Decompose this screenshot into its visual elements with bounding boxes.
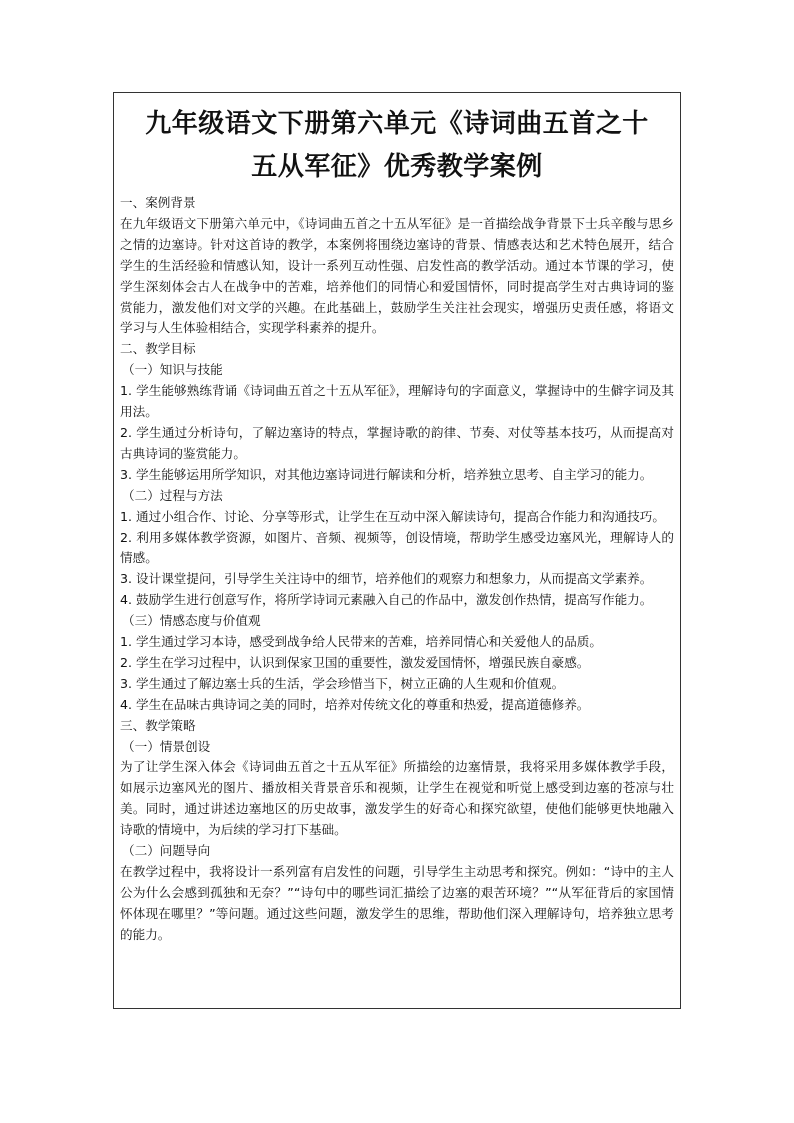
subheading-question: （二）问题导向 [122,843,211,859]
list-item: 1. 学生能够熟练背诵《诗词曲五首之十五从军征》，理解诗句的字面意义，掌握诗中的生僻字词及其用法。 [120,383,674,420]
subheading-scene: （一）情景创设 [122,738,211,754]
background-paragraph: 在九年级语文下册第六单元中，《诗词曲五首之十五从军征》是一首描绘战争背景下士兵辛酸与思乡之情的边塞诗。针对这首诗的教学，本案例将围绕边塞诗的背景、情感表达和艺术特色展开，结合学生的生活经验和情感认知，设计一系列互动性强、启发性高的教学活动。通过本节课的学习，使学生深刻体会古人在战争中的苦难，培养他们的同情心和爱国情怀，同时提高学生对古典诗词的鉴赏能力，激发他们对文学的兴趣。在此基础上，鼓励学生关注社会现实，增强历史责任感，将语文学习与人生体验相结合，实现学科素养的提升。 [120,215,674,336]
section-heading-goals: 二、教学目标 [120,341,196,357]
title-line-2: 五从军征》优秀教学案例 [251,152,543,182]
list-item: 4. 鼓励学生进行创意写作，将所学诗词元素融入自己的作品中，激发创作热情，提高写作能力。 [120,592,653,608]
question-paragraph: 在教学过程中，我将设计一系列富有启发性的问题，引导学生主动思考和探究。例如：“诗中的主人公为什么会感到孤独和无奈？”“诗句中的哪些词汇描绘了边塞的艰苦环境？”“从军征背后的家国情怀体现在哪里？”等问题。通过这些问题，激发学生的思维，帮助他们深入理解诗句，培养独立思考的能力。 [120,864,674,942]
list-item: 1. 学生通过学习本诗，感受到战争给人民带来的苦难，培养同情心和关爱他人的品质。 [120,634,602,650]
list-item: 2. 学生通过分析诗句，了解边塞诗的特点，掌握诗歌的韵律、节奏、对仗等基本技巧，从而提高对古典诗词的鉴赏能力。 [120,424,674,461]
document-body [114,193,680,946]
section-heading-strategy: 三、教学策略 [120,717,196,733]
section-heading-background: 一、案例背景 [120,195,196,210]
subheading-knowledge: （一）知识与技能 [122,362,223,378]
scene-paragraph: 为了让学生深入体会《诗词曲五首之十五从军征》所描绘的边塞情景，我将采用多媒体教学手段，如展示边塞风光的图片、播放相关背景音乐和视频，让学生在视觉和听觉上感受到边塞的苍凉与壮美。同时，通过讲述边塞地区的历史故事，激发学生的好奇心和探究欲望，使他们能够更快地融入诗歌的情境中，为后续的学习打下基础。 [120,759,674,838]
subheading-process: （二）过程与方法 [122,487,223,503]
list-item: 2. 利用多媒体教学资源，如图片、音频、视频等，创设情境，帮助学生感受边塞风光，理解诗人的情感。 [120,529,674,566]
list-item: 3. 设计课堂提问，引导学生关注诗中的细节，培养他们的观察力和想象力，从而提高文学素养。 [120,571,653,587]
document-title [116,103,678,189]
list-item: 3. 学生通过了解边塞士兵的生活，学会珍惜当下，树立正确的人生观和价值观。 [120,675,565,691]
list-item: 1. 通过小组合作、讨论、分享等形式，让学生在互动中深入解读诗句，提高合作能力和沟通技巧。 [120,508,665,524]
document-page [113,92,681,1009]
list-item: 2. 学生在学习过程中，认识到保家卫国的重要性，激发爱国情怀，增强民族自豪感。 [120,654,590,670]
title-line-1: 九年级语文下册第六单元《诗词曲五首之十 [145,109,649,139]
list-item: 4. 学生在品味古典诗词之美的同时，培养对传统文化的尊重和热爱，提高道德修养。 [120,696,590,712]
subheading-emotion: （三）情感态度与价值观 [122,613,261,629]
list-item: 3. 学生能够运用所学知识，对其他边塞诗词进行解读和分析，培养独立思考、自主学习的能力。 [120,466,653,482]
